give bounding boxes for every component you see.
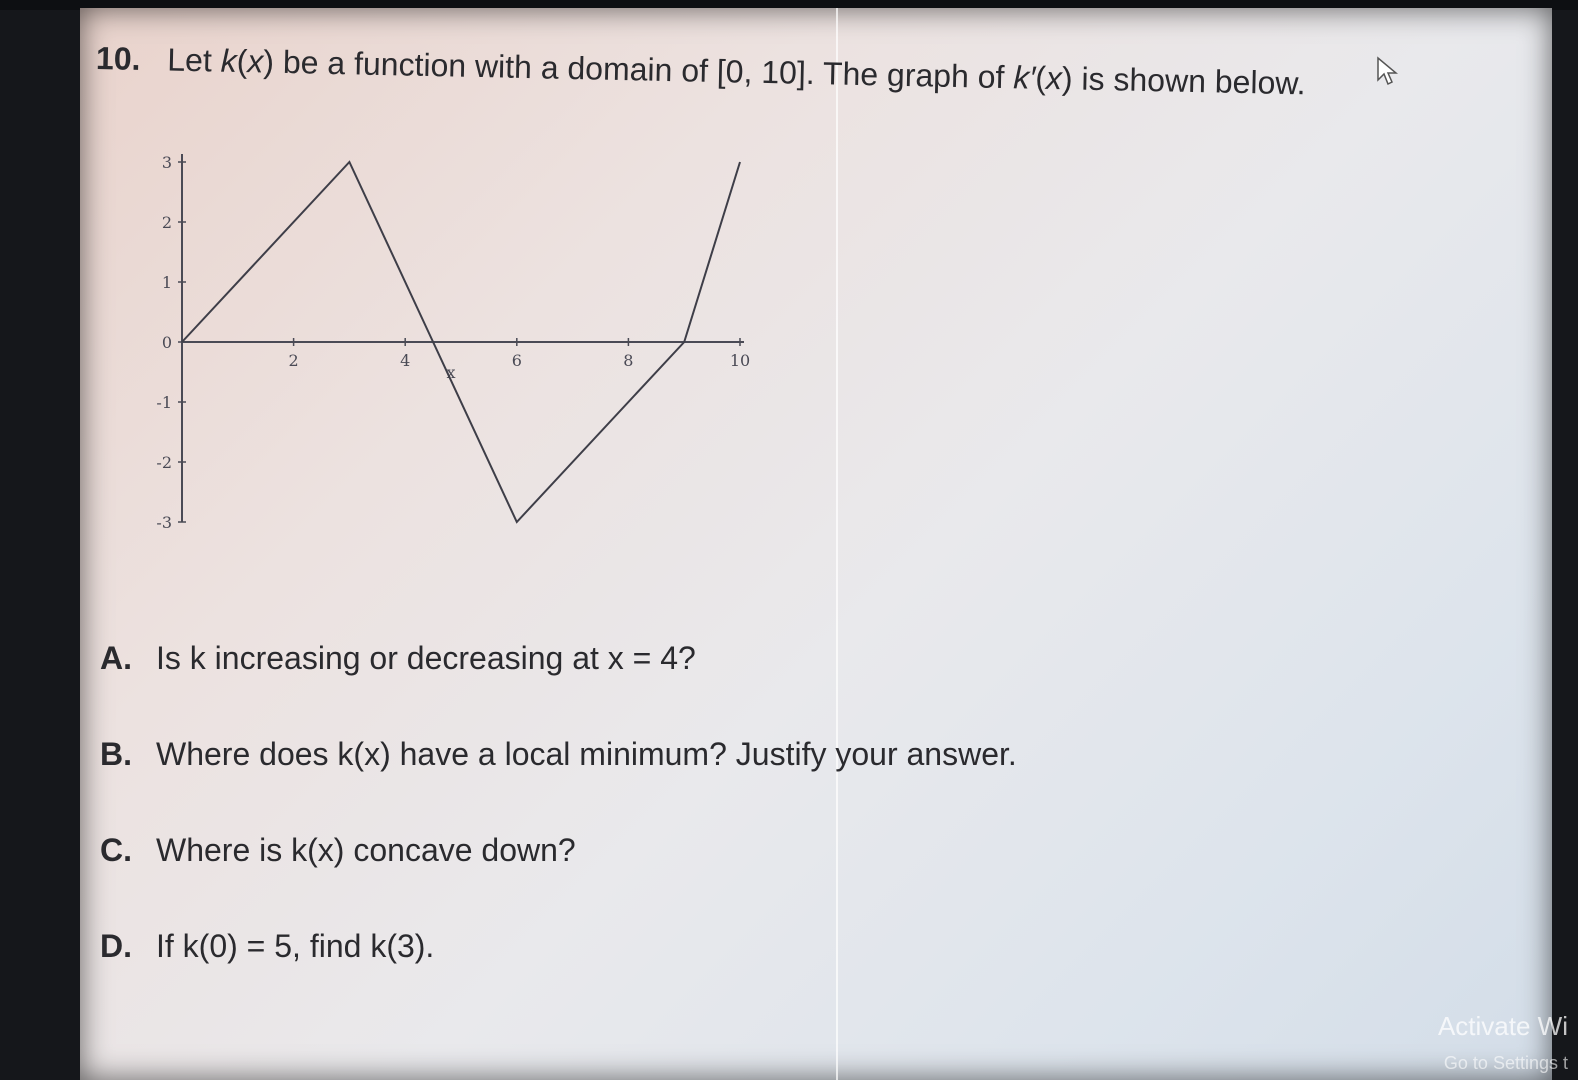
part-b-letter: B.: [100, 736, 132, 772]
part-c-letter: C.: [100, 832, 132, 868]
derivative-graph: [140, 140, 760, 550]
part-a-letter: A.: [100, 640, 132, 676]
question-text-paren2: (: [1034, 59, 1047, 96]
y-tick-label: -1: [156, 393, 172, 412]
question-number: 10.: [95, 40, 141, 77]
mouse-cursor-icon: [1376, 56, 1398, 86]
y-tick-label: 2: [161, 213, 172, 232]
part-a-text: Is k increasing or decreasing at x = 4?: [156, 640, 696, 676]
x-tick-label: 8: [623, 351, 634, 370]
part-b-text: Where does k(x) have a local minimum? Justify your answer.: [156, 736, 1017, 772]
part-d: [100, 928, 434, 965]
screen-divider: [836, 8, 838, 1080]
x-tick-label: 10: [729, 351, 751, 370]
x-tick-label: 2: [288, 351, 299, 370]
part-d-letter: D.: [100, 928, 132, 964]
part-b: [100, 736, 1017, 773]
question-text-k: k: [220, 42, 238, 79]
x-tick-label: 4: [400, 351, 411, 370]
y-tick-label: 1: [161, 273, 172, 292]
activation-watermark-sub: Go to Settings t: [1443, 1053, 1568, 1073]
y-tick-label: 3: [161, 153, 172, 172]
activation-watermark: Activate Wi: [1437, 1011, 1568, 1041]
question-text-paren: (: [236, 42, 248, 80]
question-text-x2: x: [1045, 59, 1063, 97]
part-a: [100, 640, 696, 677]
graph-svg: [140, 140, 760, 550]
x-tick-label: 6: [511, 351, 522, 370]
part-c: [100, 832, 576, 869]
y-tick-label: -2: [156, 453, 172, 472]
y-tick-label: 0: [161, 333, 172, 352]
y-tick-label: -3: [156, 513, 172, 532]
question-text-x: x: [247, 43, 264, 80]
part-d-text: If k(0) = 5, find k(3).: [156, 928, 435, 964]
part-c-text: Where is k(x) concave down?: [156, 832, 576, 868]
question-text-2: ) be a function with a domain of [0, 10]. The graph of: [263, 43, 1014, 96]
x-axis-label: x: [446, 363, 456, 382]
question-text-1: Let: [166, 41, 222, 79]
question-text-kprime: k′: [1012, 59, 1036, 96]
question-text-3: ) is shown below.: [1061, 60, 1306, 102]
